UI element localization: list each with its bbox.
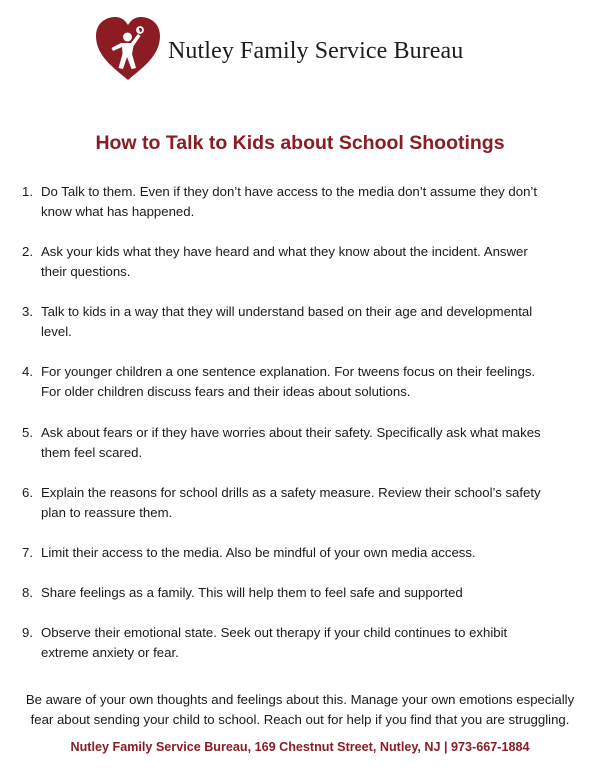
item-number: 4.	[22, 364, 33, 379]
item-text: Explain the reasons for school drills as a safety measure. Review their school’s safety plan to reassure them.	[41, 485, 541, 520]
org-name: Nutley Family Service Bureau	[168, 37, 464, 64]
item-text: For younger children a one sentence explanation. For tweens focus on their feelings. For older children discuss fears and their ideas about solutions.	[41, 364, 536, 399]
item-number: 8.	[22, 585, 33, 600]
page-title: How to Talk to Kids about School Shootings	[95, 132, 505, 154]
item-number: 6.	[22, 485, 33, 500]
footer-contact: Nutley Family Service Bureau, 169 Chestnut Street, Nutley, NJ | 973-667-1884	[70, 740, 530, 754]
item-text: Do Talk to them. Even if they don’t have access to the media don’t assume they don’t know what has happened.	[41, 184, 538, 219]
item-number: 9.	[22, 625, 33, 640]
item-text: Limit their access to the media. Also be mindful of your own media access.	[41, 545, 476, 560]
header	[94, 14, 463, 84]
closing-paragraph	[0, 690, 600, 730]
item-number: 1.	[22, 184, 33, 199]
item-text: Ask about fears or if they have worries about their safety. Specifically ask what makes them feel scared.	[41, 425, 541, 460]
item-number: 7.	[22, 545, 33, 560]
heart-with-figure-logo-icon	[94, 16, 162, 82]
closing-line: fear about sending your child to school. Reach out for help if you find that you are struggling.	[30, 712, 570, 727]
item-number: 2.	[22, 244, 33, 259]
item-number: 5.	[22, 425, 33, 440]
item-number: 3.	[22, 304, 33, 319]
item-text: Observe their emotional state. Seek out therapy if your child continues to exhibit extreme anxiety or fear.	[41, 625, 508, 660]
item-text: Share feelings as a family. This will help them to feel safe and supported	[41, 585, 463, 600]
closing-line: Be aware of your own thoughts and feelings about this. Manage your own emotions especially	[25, 692, 575, 707]
item-text: Ask your kids what they have heard and what they know about the incident. Answer their questions.	[41, 244, 528, 279]
item-text: Talk to kids in a way that they will understand based on their age and developmental level.	[41, 304, 533, 339]
